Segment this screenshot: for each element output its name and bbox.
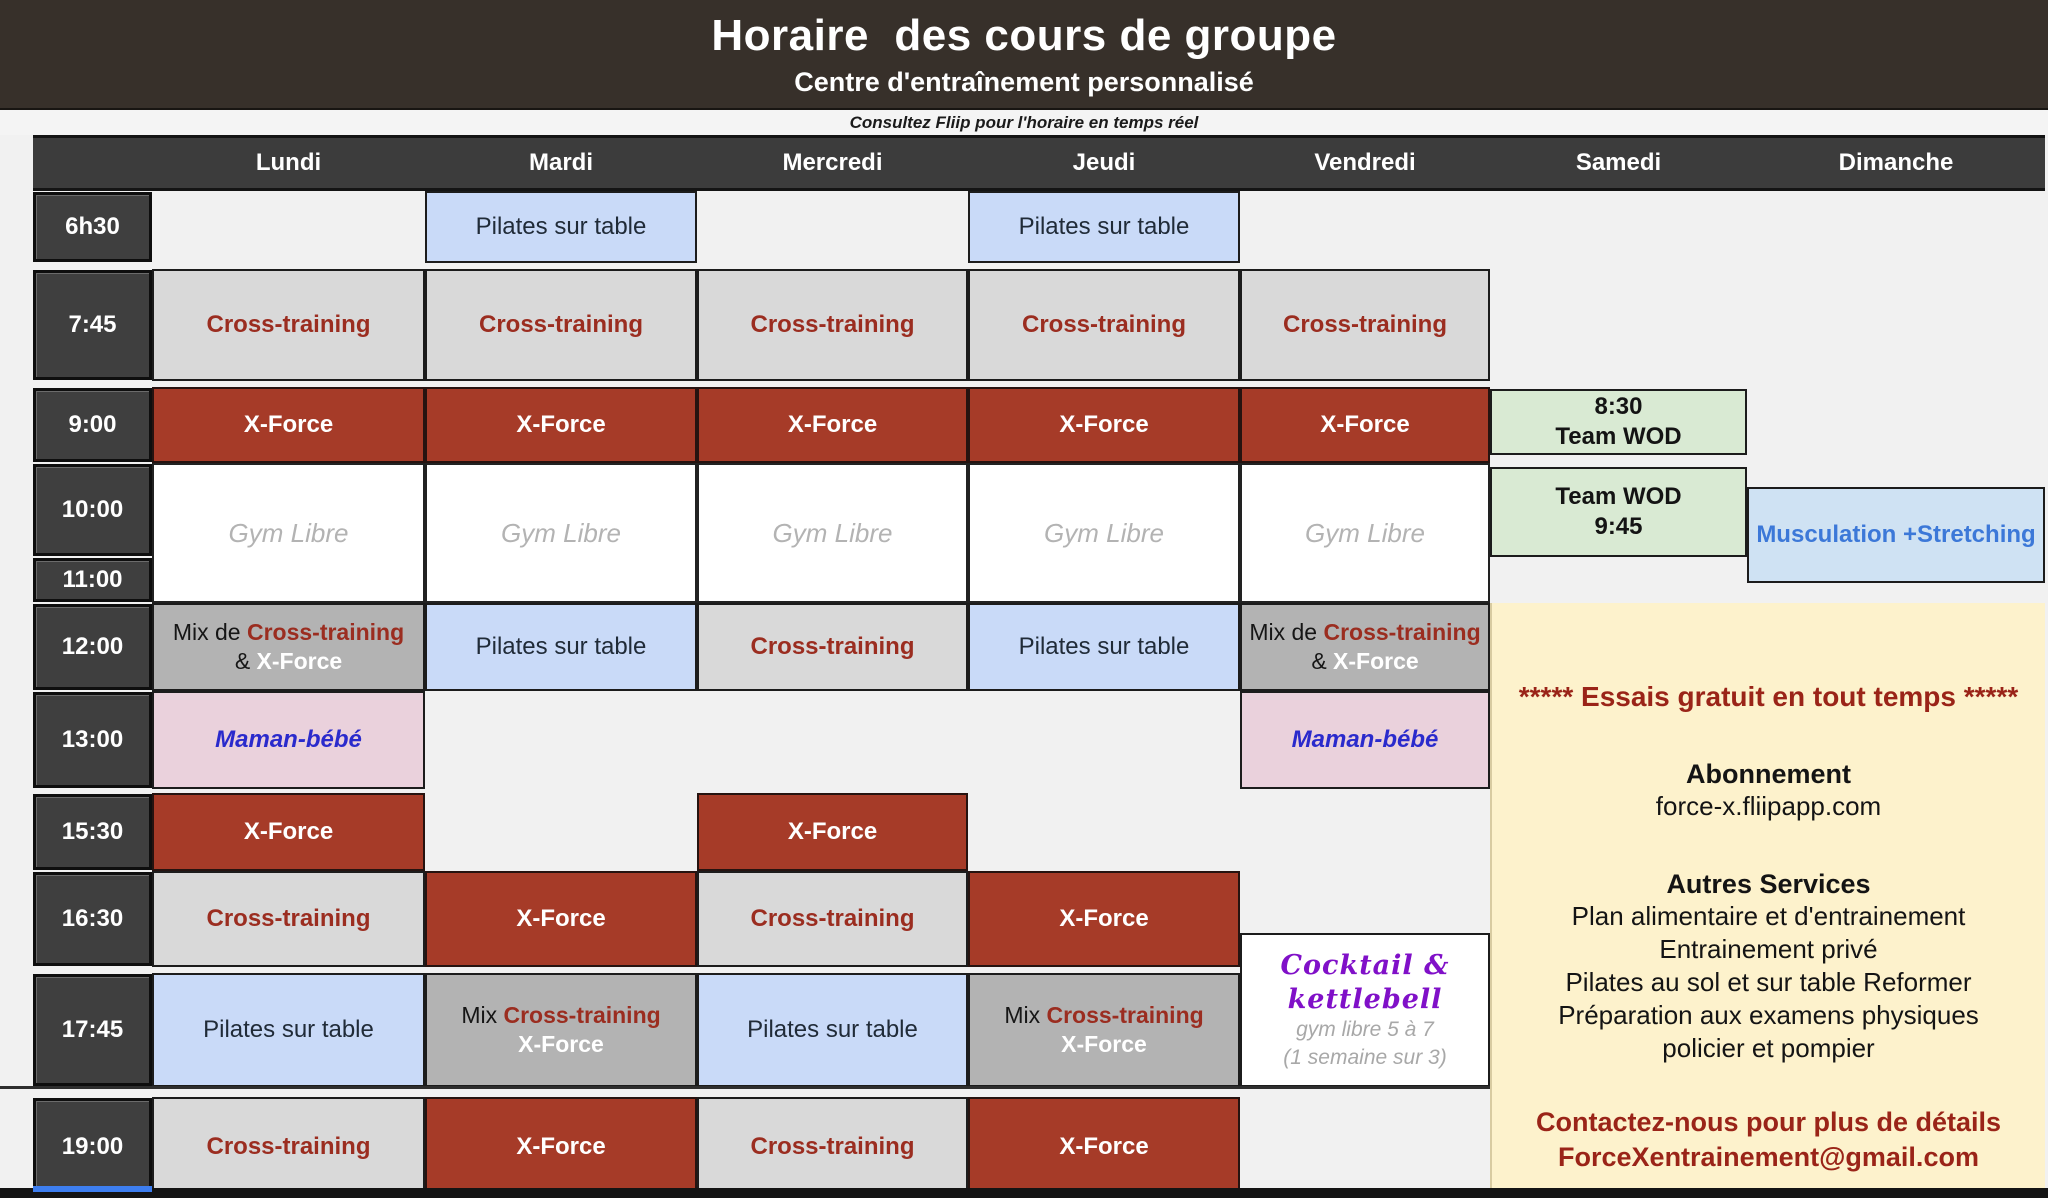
time-19h00: 19:00 <box>33 1098 152 1196</box>
page-title: Horaire des cours de groupe <box>711 10 1337 60</box>
cell-mardi-17h45-mix[interactable] <box>425 973 697 1087</box>
cell-vendredi-gym-libre[interactable]: Gym Libre <box>1240 463 1490 603</box>
cell-lundi-gym-libre[interactable]: Gym Libre <box>152 463 425 603</box>
cell-lundi-17h45-pilates[interactable]: Pilates sur table <box>152 973 425 1087</box>
day-header-jeudi: Jeudi <box>968 135 1240 191</box>
mix-xforce: X-Force <box>1061 1031 1147 1057</box>
cell-mardi-16h30-xforce[interactable]: X-Force <box>425 871 697 967</box>
mix-prefix: Mix de <box>1249 619 1324 646</box>
cell-mardi-12h00-pilates[interactable]: Pilates sur table <box>425 603 697 691</box>
mix-line1 <box>1004 1001 1203 1030</box>
time-9h00: 9:00 <box>33 388 152 462</box>
cell-lundi-16h30-cross[interactable]: Cross-training <box>152 871 425 967</box>
schedule-grid <box>33 135 2045 1197</box>
service-item-3: Pilates au sol et sur table Reformer <box>1565 967 1972 998</box>
day-header-mercredi: Mercredi <box>697 135 968 191</box>
time-7h45: 7:45 <box>33 270 152 380</box>
cell-mercredi-gym-libre[interactable]: Gym Libre <box>697 463 968 603</box>
cell-mercredi-16h30-cross[interactable]: Cross-training <box>697 871 968 967</box>
cell-mercredi-9h00-xforce[interactable]: X-Force <box>697 387 968 463</box>
mix-cross: Cross-training <box>246 619 405 646</box>
cell-samedi-9h45-teamwod[interactable] <box>1490 467 1747 557</box>
cell-vendredi-7h45-cross[interactable]: Cross-training <box>1240 269 1490 381</box>
cell-mardi-7h45-cross[interactable]: Cross-training <box>425 269 697 381</box>
cell-lundi-7h45-cross[interactable]: Cross-training <box>152 269 425 381</box>
mix-prefix: Mix <box>461 1002 504 1029</box>
cell-mercredi-17h45-pilates[interactable]: Pilates sur table <box>697 973 968 1087</box>
cell-lundi-9h00-xforce[interactable]: X-Force <box>152 387 425 463</box>
realtime-note: Consultez Fliip pour l'horaire en temps réel <box>849 112 1199 132</box>
mix-xforce: X-Force <box>256 648 343 674</box>
note-strip <box>0 110 2048 135</box>
cell-lundi-13h00-maman[interactable]: Maman-bébé <box>152 691 425 789</box>
mix-xforce: X-Force <box>518 1031 604 1057</box>
abonnement-title: Abonnement <box>1686 759 1851 789</box>
cell-mercredi-15h30-xforce[interactable]: X-Force <box>697 793 968 871</box>
cell-vendredi-cocktail-kettlebell[interactable] <box>1240 933 1490 1087</box>
service-item-4: Préparation aux examens physiques <box>1558 1000 1979 1031</box>
mix-line2 <box>518 1030 604 1059</box>
time-13h00: 13:00 <box>33 692 152 788</box>
mix-line2 <box>235 647 342 676</box>
cell-samedi-8h30-teamwod[interactable] <box>1490 389 1747 455</box>
cell-mercredi-12h00-cross[interactable]: Cross-training <box>697 603 968 691</box>
cell-vendredi-12h00-mix[interactable] <box>1240 603 1490 691</box>
services-title: Autres Services <box>1666 869 1871 900</box>
cell-jeudi-6h30-pilates[interactable]: Pilates sur table <box>968 191 1240 263</box>
page-subtitle: Centre d'entraînement personnalisé <box>794 66 1254 97</box>
day-header-dimanche: Dimanche <box>1747 135 2045 191</box>
mix-line1 <box>173 618 404 647</box>
cell-jeudi-12h00-pilates[interactable]: Pilates sur table <box>968 603 1240 691</box>
day-header-lundi: Lundi <box>152 135 425 191</box>
mix-cross: Cross-training <box>503 1002 661 1029</box>
cell-vendredi-9h00-xforce[interactable]: X-Force <box>1240 387 1490 463</box>
cell-lundi-15h30-xforce[interactable]: X-Force <box>152 793 425 871</box>
day-header-vendredi: Vendredi <box>1240 135 1490 191</box>
page-break-line <box>0 1086 1490 1089</box>
frozen-pane-indicator[interactable] <box>33 1186 152 1192</box>
cell-mardi-9h00-xforce[interactable]: X-Force <box>425 387 697 463</box>
mix-line1 <box>1249 618 1480 647</box>
mix-cross: Cross-training <box>1323 619 1481 646</box>
service-item-1: Plan alimentaire et d'entrainement <box>1571 901 1966 932</box>
cell-mardi-6h30-pilates[interactable]: Pilates sur table <box>425 191 697 263</box>
free-trial-banner: ***** Essais gratuit en tout temps ***** <box>1518 681 2019 712</box>
cell-mardi-gym-libre[interactable]: Gym Libre <box>425 463 697 603</box>
mix-line1 <box>461 1001 660 1030</box>
contact-text: Contactez-nous pour plus de détails <box>1535 1107 2002 1138</box>
time-6h30: 6h30 <box>33 192 152 262</box>
mix-prefix: Mix de <box>172 619 247 646</box>
cell-vendredi-13h00-maman[interactable]: Maman-bébé <box>1240 691 1490 789</box>
cell-mercredi-19h00-cross[interactable]: Cross-training <box>697 1097 968 1197</box>
cell-lundi-12h00-mix[interactable] <box>152 603 425 691</box>
day-header-mardi: Mardi <box>425 135 697 191</box>
time-11h00: 11:00 <box>33 558 152 602</box>
mix-amp: & <box>234 648 257 674</box>
service-item-5: policier et pompier <box>1662 1033 1875 1064</box>
teamwod-945-time: 9:45 <box>1594 513 1643 540</box>
abonnement-url[interactable]: force-x.fliipapp.com <box>1655 791 1882 821</box>
cell-jeudi-9h00-xforce[interactable]: X-Force <box>968 387 1240 463</box>
time-12h00: 12:00 <box>33 604 152 690</box>
teamwod-830-time: 8:30 <box>1594 393 1643 420</box>
time-15h30: 15:30 <box>33 794 152 870</box>
cocktail-title: Cocktail & kettlebell <box>1280 949 1450 1015</box>
teamwod-830-name: Team WOD <box>1555 423 1682 450</box>
mix-prefix: Mix <box>1004 1002 1047 1029</box>
info-panel <box>1490 603 2045 1197</box>
cell-mercredi-7h45-cross[interactable]: Cross-training <box>697 269 968 381</box>
mix-amp: & <box>1311 648 1334 674</box>
contact-email[interactable]: ForceXentrainement@gmail.com <box>1558 1142 1979 1173</box>
bottom-scroll-edge <box>0 1188 2048 1198</box>
time-10h00: 10:00 <box>33 464 152 556</box>
cell-lundi-19h00-cross[interactable]: Cross-training <box>152 1097 425 1197</box>
day-header-samedi: Samedi <box>1490 135 1747 191</box>
cell-jeudi-17h45-mix[interactable] <box>968 973 1240 1087</box>
time-17h45: 17:45 <box>33 974 152 1086</box>
cell-jeudi-19h00-xforce[interactable]: X-Force <box>968 1097 1240 1197</box>
cell-mardi-19h00-xforce[interactable]: X-Force <box>425 1097 697 1197</box>
time-16h30: 16:30 <box>33 872 152 966</box>
mix-line2 <box>1061 1030 1147 1059</box>
cell-jeudi-gym-libre[interactable]: Gym Libre <box>968 463 1240 603</box>
cell-dimanche-musculation[interactable]: Musculation +Stretching <box>1747 487 2045 583</box>
service-item-2: Entrainement privé <box>1659 934 1878 965</box>
cell-jeudi-7h45-cross[interactable]: Cross-training <box>968 269 1240 381</box>
title-band <box>0 0 2048 110</box>
mix-cross: Cross-training <box>1046 1002 1204 1029</box>
mix-xforce: X-Force <box>1333 648 1419 674</box>
day-header-corner <box>33 135 152 191</box>
cell-jeudi-16h30-xforce[interactable]: X-Force <box>968 871 1240 967</box>
mix-line2 <box>1311 647 1418 676</box>
cocktail-sub-2: (1 semaine sur 3) <box>1283 1045 1447 1069</box>
cocktail-sub-1: gym libre 5 à 7 <box>1296 1018 1434 1042</box>
teamwod-945-name: Team WOD <box>1555 483 1682 510</box>
